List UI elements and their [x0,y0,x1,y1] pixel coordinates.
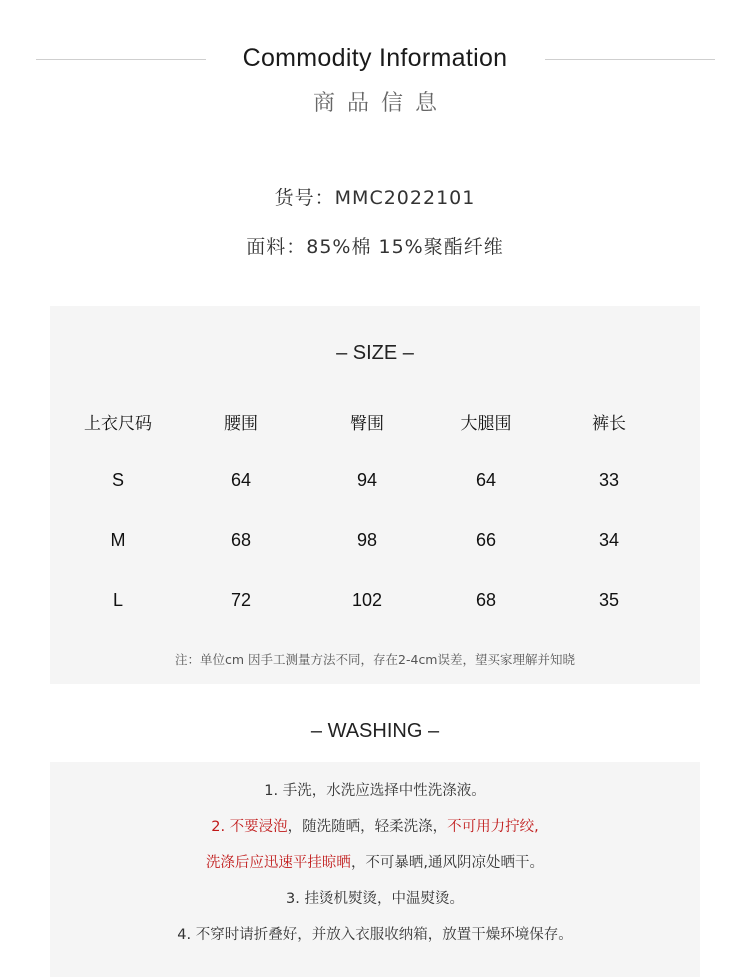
size-cell: 34 [598,530,620,550]
washing-line-3-text: ，不可暴晒,通风阴凉处晒干。 [350,855,545,871]
washing-panel [50,762,700,977]
size-header-length: 裤长 [592,414,626,434]
size-note: 注：单位cm 因手工测量方法不同，存在2-4cm误差，望买家理解并知晓 [175,652,575,667]
size-cell: 102 [351,590,383,610]
size-header-top-size: 上衣尺码 [84,414,152,434]
size-cell: 68 [230,530,252,550]
size-cell: L [112,590,123,610]
size-cell: 64 [475,470,497,490]
washing-line-1: 1. 手洗，水洗应选择中性洗涤液。 [264,783,486,799]
size-header-waist: 腰围 [224,414,258,434]
washing-line-2 [50,815,700,836]
title-english: Commodity Information [242,44,508,72]
size-panel [50,306,700,684]
size-cell: 33 [598,470,620,490]
size-section-title: – SIZE – [336,342,414,364]
washing-line-3 [50,851,700,872]
size-cell: 64 [230,470,252,490]
size-cell: 94 [356,470,378,490]
size-cell: 35 [598,590,620,610]
size-header-hip: 臀围 [350,414,384,434]
size-cell: 98 [356,530,378,550]
washing-line-2-text: ，随洗随晒，轻柔洗涤， [287,819,448,835]
product-fabric: 面料：85%棉 15%聚酯纤维 [246,236,504,258]
washing-line-2-number: 2. [211,819,230,835]
size-cell: 72 [230,590,252,610]
product-code: 货号：MMC2022101 [274,187,476,209]
size-header-thigh: 大腿围 [460,414,512,434]
size-cell: S [111,470,124,490]
washing-warning-no-soak: 不要浸泡 [229,819,288,835]
size-cell: 68 [475,590,497,610]
title-chinese: 商品信息 [312,91,449,116]
washing-warning-hang-dry: 洗涤后应迅速平挂晾晒 [205,855,351,871]
washing-line-4: 3. 挂烫机熨烫，中温熨烫。 [286,891,464,907]
washing-section-title: – WASHING – [310,720,440,742]
washing-line-5: 4. 不穿时请折叠好，并放入衣服收纳箱，放置干燥环境保存。 [177,927,573,943]
size-cell: 66 [475,530,497,550]
size-cell: M [110,530,126,550]
commodity-header [0,44,750,124]
washing-warning-no-wring: 不可用力拧绞, [447,819,539,835]
